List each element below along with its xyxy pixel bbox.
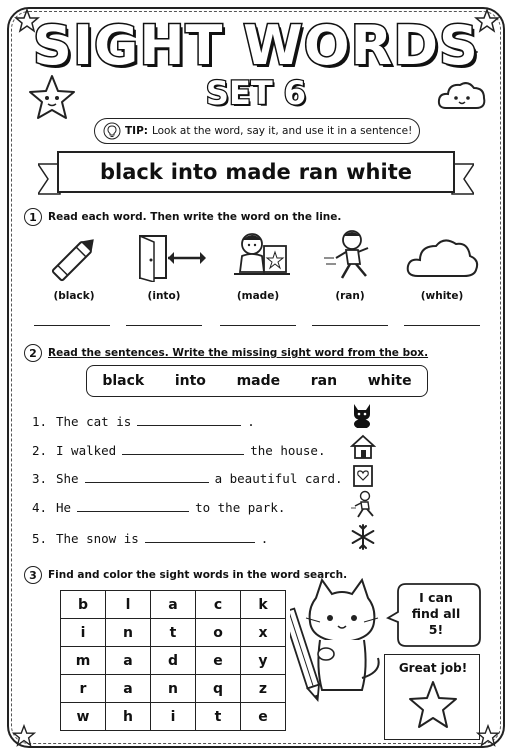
grid-cell[interactable]: z bbox=[241, 675, 286, 703]
page-title: SIGHT WORDS bbox=[33, 14, 479, 77]
lightbulb-icon bbox=[103, 122, 121, 140]
tip-box bbox=[94, 118, 420, 144]
sentence-before: I walked bbox=[56, 443, 117, 458]
answer-line[interactable] bbox=[34, 325, 110, 326]
picture-label: (into) bbox=[147, 290, 181, 302]
sentence-number: 4. bbox=[32, 500, 48, 515]
word-bank-item: white bbox=[367, 373, 412, 389]
grid-cell[interactable]: t bbox=[151, 619, 196, 647]
sentence-row bbox=[32, 443, 325, 458]
banner-word: ran bbox=[298, 160, 339, 184]
sentence-number: 1. bbox=[32, 414, 48, 429]
grid-cell[interactable]: y bbox=[241, 647, 286, 675]
grid-cell[interactable]: m bbox=[61, 647, 106, 675]
sentence-row bbox=[32, 471, 343, 486]
word-bank-box bbox=[86, 365, 428, 397]
sentence-before: She bbox=[56, 471, 79, 486]
speech-line: I can bbox=[419, 590, 453, 605]
answer-line[interactable] bbox=[126, 325, 202, 326]
crayon-icon bbox=[44, 232, 104, 286]
section-1-instruction: Read each word. Then write the word on the line. bbox=[48, 211, 342, 223]
section-number: 2 bbox=[24, 344, 42, 362]
word-search-grid bbox=[60, 590, 286, 731]
child-crafting-icon bbox=[232, 228, 292, 284]
grid-cell[interactable]: h bbox=[106, 703, 151, 731]
sentence-blank[interactable] bbox=[137, 414, 241, 426]
sentence-number: 5. bbox=[32, 531, 48, 546]
grid-cell[interactable]: b bbox=[61, 591, 106, 619]
sentence-after: to the park. bbox=[195, 500, 286, 515]
banner-word: white bbox=[346, 160, 412, 184]
page-subtitle: SET 6 bbox=[205, 74, 307, 112]
grid-cell[interactable]: l bbox=[106, 591, 151, 619]
grid-cell[interactable]: o bbox=[196, 619, 241, 647]
sentence-row bbox=[32, 531, 268, 546]
sentence-blank[interactable] bbox=[85, 471, 209, 483]
grid-cell[interactable]: i bbox=[151, 703, 196, 731]
speech-bubble-text bbox=[398, 590, 474, 638]
running-kid-icon bbox=[350, 490, 376, 520]
section-1-header bbox=[24, 208, 341, 226]
answer-line[interactable] bbox=[220, 325, 296, 326]
black-cat-icon bbox=[350, 400, 374, 428]
grid-cell[interactable]: c bbox=[196, 591, 241, 619]
picture-label: (ran) bbox=[335, 290, 365, 302]
sentence-after: . bbox=[247, 414, 255, 429]
grid-cell[interactable]: x bbox=[241, 619, 286, 647]
cat-mascot-icon bbox=[290, 578, 390, 728]
banner-word: black bbox=[100, 160, 163, 184]
grid-cell[interactable]: k bbox=[241, 591, 286, 619]
section-2-instruction: Read the sentences. Write the missing sight word from the box. bbox=[48, 347, 429, 359]
sentence-blank[interactable] bbox=[122, 443, 244, 455]
word-bank-item: ran bbox=[310, 373, 338, 389]
sentence-row bbox=[32, 500, 285, 515]
snowflake-icon bbox=[350, 524, 376, 550]
running-boy-icon bbox=[322, 228, 378, 284]
house-icon bbox=[350, 434, 376, 460]
section-2-header bbox=[24, 344, 428, 362]
sentence-before: He bbox=[56, 500, 72, 515]
banner-word: made bbox=[225, 160, 291, 184]
word-bank-item: into bbox=[174, 373, 206, 389]
great-job-box bbox=[384, 654, 480, 740]
answer-line[interactable] bbox=[312, 325, 388, 326]
grid-cell[interactable]: n bbox=[151, 675, 196, 703]
picture-label: (black) bbox=[53, 290, 95, 302]
banner-word: into bbox=[170, 160, 218, 184]
speech-line: 5! bbox=[428, 622, 444, 637]
sentence-after: . bbox=[260, 531, 269, 546]
answer-line[interactable] bbox=[404, 325, 480, 326]
word-bank-item: black bbox=[102, 373, 145, 389]
sentence-after: the house. bbox=[250, 443, 326, 458]
word-bank-item: made bbox=[236, 373, 281, 389]
cloud-icon bbox=[404, 234, 480, 282]
sentence-row bbox=[32, 414, 255, 429]
grid-cell[interactable]: w bbox=[61, 703, 106, 731]
section-number: 1 bbox=[24, 208, 42, 226]
sentence-blank[interactable] bbox=[77, 500, 189, 512]
grid-cell[interactable]: i bbox=[61, 619, 106, 647]
picture-label: (white) bbox=[420, 290, 464, 302]
grid-cell[interactable]: a bbox=[106, 675, 151, 703]
grid-cell[interactable]: t bbox=[196, 703, 241, 731]
grid-cell[interactable]: e bbox=[196, 647, 241, 675]
tip-text: Look at the word, say it, and use it in a sentence! bbox=[151, 125, 413, 137]
great-job-text: Great job! bbox=[398, 661, 468, 675]
star-icon[interactable] bbox=[407, 679, 459, 731]
sight-words-banner bbox=[38, 150, 474, 198]
sentence-blank[interactable] bbox=[145, 531, 255, 543]
heart-card-icon bbox=[352, 464, 374, 488]
grid-cell[interactable]: r bbox=[61, 675, 106, 703]
sentence-number: 2. bbox=[32, 443, 48, 458]
grid-cell[interactable]: q bbox=[196, 675, 241, 703]
tip-label: TIP: bbox=[125, 125, 148, 137]
sentence-after: a beautiful card. bbox=[214, 471, 343, 486]
grid-cell[interactable]: n bbox=[106, 619, 151, 647]
star-icon bbox=[12, 724, 36, 748]
sentence-before: The cat is bbox=[56, 414, 132, 429]
speech-line: find all bbox=[411, 606, 461, 621]
section-3-instruction: Find and color the sight words in the word search. bbox=[48, 569, 348, 581]
picture-label: (made) bbox=[236, 290, 280, 302]
grid-cell[interactable]: d bbox=[151, 647, 196, 675]
grid-cell[interactable]: a bbox=[151, 591, 196, 619]
section-number: 3 bbox=[24, 566, 42, 584]
grid-cell[interactable]: a bbox=[106, 647, 151, 675]
door-arrow-icon bbox=[136, 234, 206, 282]
sentence-number: 3. bbox=[32, 471, 48, 486]
sentence-before: The snow is bbox=[56, 531, 139, 546]
grid-cell[interactable]: e bbox=[241, 703, 286, 731]
